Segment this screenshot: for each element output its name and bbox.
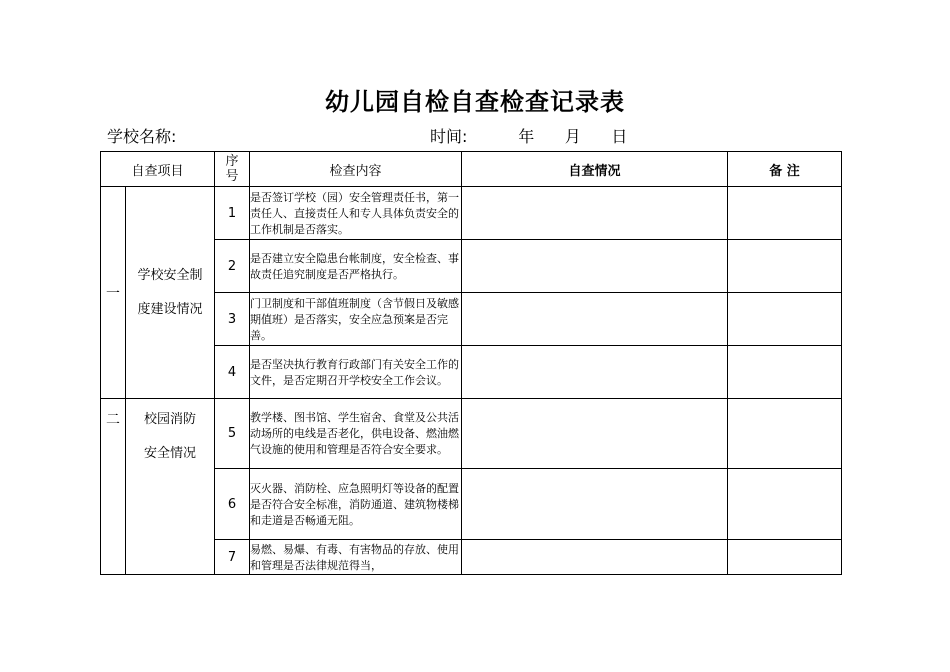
- row-content: [250, 187, 462, 240]
- situation-cell[interactable]: [462, 293, 728, 346]
- table-row: [101, 187, 842, 240]
- row-seq: 4: [215, 346, 250, 399]
- header-content: 检查内容: [250, 152, 462, 187]
- section-name-line1: 学校安全制: [137, 267, 203, 283]
- row-content-text: 是否签订学校（园）安全管理责任书，第一责任人、直接责任人和专人具体负责安全的工作机制是否落实。: [250, 190, 460, 236]
- row-seq: 5: [215, 399, 250, 469]
- section-number: 二: [101, 399, 126, 575]
- school-name-label: 学校名称:: [107, 127, 177, 146]
- header-situation: 自查情况: [462, 152, 728, 187]
- remark-cell[interactable]: [728, 293, 842, 346]
- year-label: 年: [518, 127, 535, 146]
- remark-cell[interactable]: [728, 346, 842, 399]
- situation-cell[interactable]: [462, 240, 728, 293]
- section-name-line2: 安全情况: [143, 446, 196, 461]
- row-content-text: 是否坚决执行教育行政部门有关安全工作的文件，是否定期召开学校安全工作会议。: [250, 357, 460, 387]
- section-name: [126, 399, 215, 575]
- row-content: [250, 346, 462, 399]
- header-seq: [215, 152, 250, 187]
- row-seq: 2: [215, 240, 250, 293]
- time-label: 时间:: [430, 127, 468, 146]
- section-number: 一: [101, 187, 126, 399]
- section-name: [126, 187, 215, 399]
- situation-cell[interactable]: [462, 346, 728, 399]
- month-label: 月: [564, 127, 581, 146]
- row-content-text: 门卫制度和干部值班制度（含节假日及敏感期值班）是否落实，安全应急预案是否完善。: [250, 296, 460, 342]
- row-content-text: 灭火器、消防栓、应急照明灯等设备的配置是否符合安全标准，消防通道、建筑物楼梯和走道是否畅通无阻。: [250, 481, 460, 527]
- row-content: [250, 540, 462, 575]
- situation-cell[interactable]: [462, 540, 728, 575]
- row-seq: 1: [215, 187, 250, 240]
- row-content: [250, 469, 462, 540]
- date-line: [430, 124, 627, 147]
- header-item: 自查项目: [101, 152, 215, 187]
- day-label: 日: [611, 127, 628, 146]
- section-name-line2: 度建设情况: [137, 301, 203, 317]
- situation-cell[interactable]: [462, 469, 728, 540]
- header-remark: 备 注: [728, 152, 842, 187]
- table-header-row: [101, 152, 842, 187]
- page-title: 幼儿园自检自查检查记录表: [325, 88, 625, 116]
- row-content-text: 易燃、易爆、有毒、有害物品的存放、使用和管理是否法律规范得当，: [250, 542, 460, 572]
- row-content: [250, 399, 462, 469]
- row-content-text: 教学楼、图书馆、学生宿舍、食堂及公共活动场所的电线是否老化，供电设备、燃油燃气设施的使用和管理是否符合安全要求。: [250, 411, 460, 456]
- row-seq: 7: [215, 540, 250, 575]
- remark-cell[interactable]: [728, 469, 842, 540]
- table-row: [101, 399, 842, 469]
- header-seq-text: 序号: [225, 154, 239, 184]
- inspection-record-table: [100, 151, 842, 575]
- row-content-text: 是否建立安全隐患台帐制度，安全检查、事故责任追究制度是否严格执行。: [250, 251, 460, 281]
- remark-cell[interactable]: [728, 399, 842, 469]
- row-seq: 6: [215, 469, 250, 540]
- remark-cell[interactable]: [728, 187, 842, 240]
- row-seq: 3: [215, 293, 250, 346]
- row-content: [250, 240, 462, 293]
- section-name-line1: 校园消防: [143, 412, 196, 427]
- remark-cell[interactable]: [728, 540, 842, 575]
- situation-cell[interactable]: [462, 399, 728, 469]
- row-content: [250, 293, 462, 346]
- remark-cell[interactable]: [728, 240, 842, 293]
- situation-cell[interactable]: [462, 187, 728, 240]
